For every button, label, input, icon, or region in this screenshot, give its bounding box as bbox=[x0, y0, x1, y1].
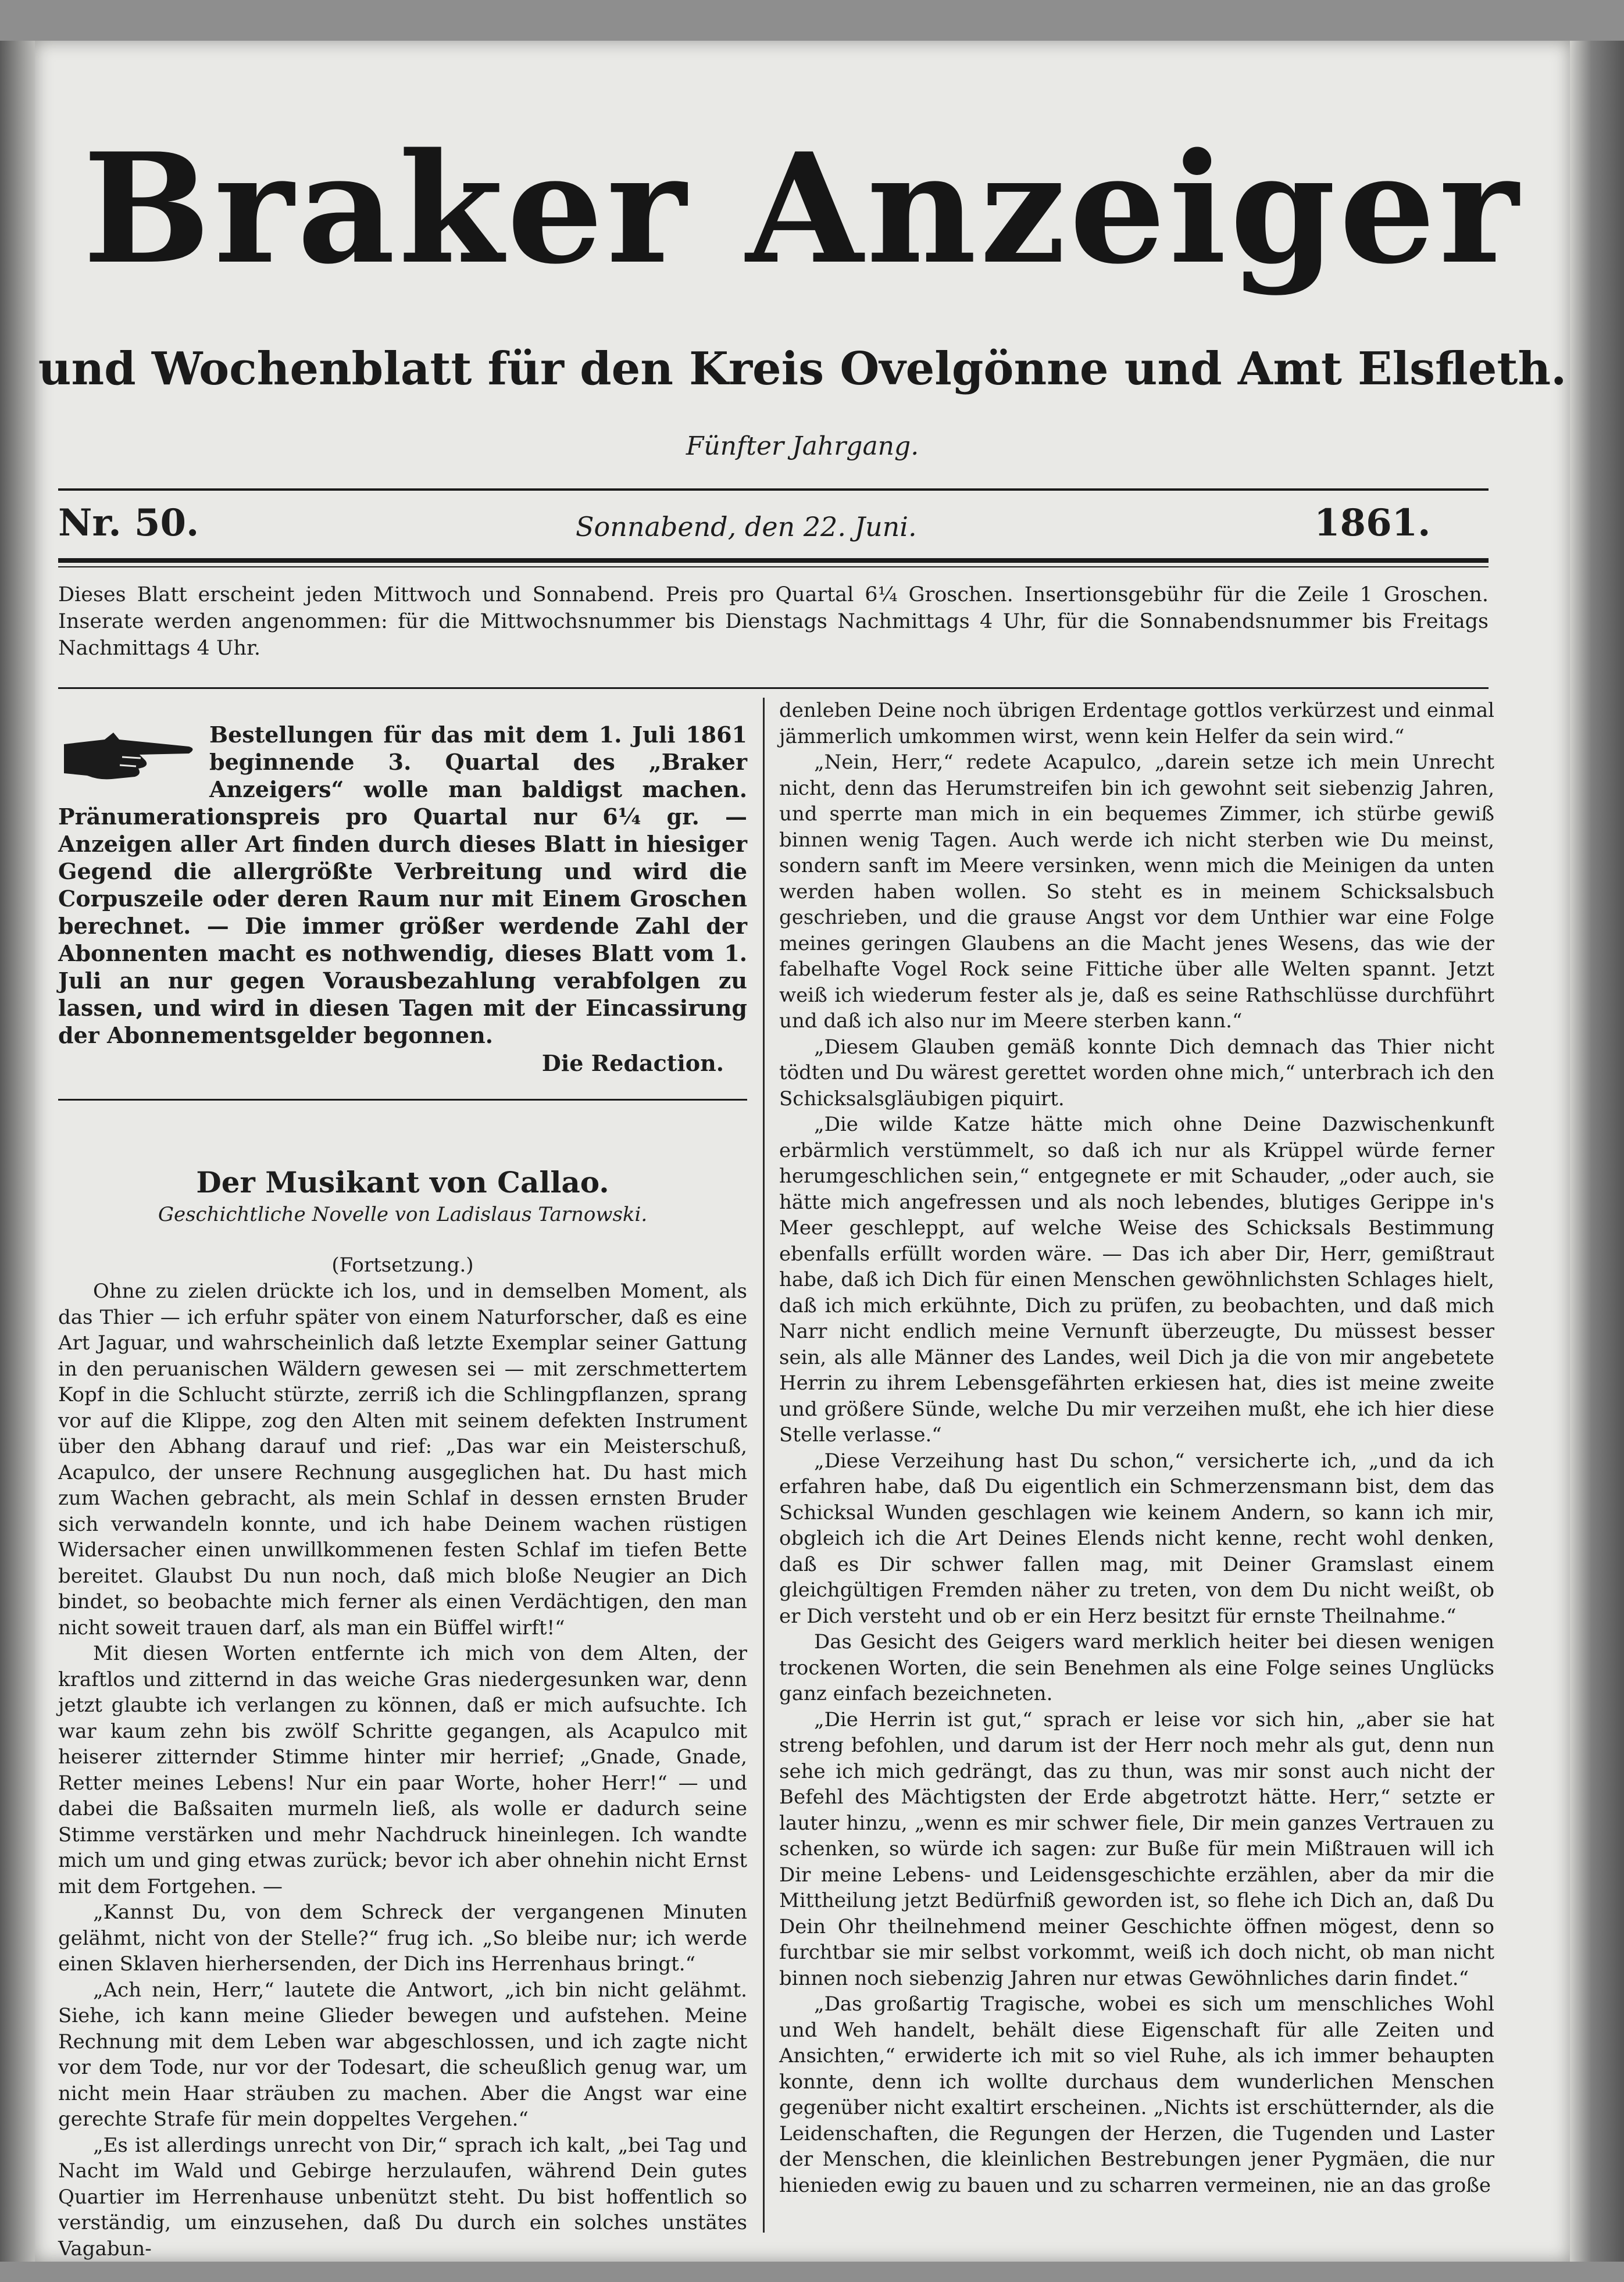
continuation-marker: (Fortsetzung.) bbox=[331, 1254, 474, 1277]
novel-paragraph: „Nein, Herr,“ redete Acapulco, „darein setze ich mein Unrecht nicht, denn das Herumstreifen bin ich gewohnt seit siebenzig Jahren, und sperrte man mich in ein bequemes Zimmer, ich stürbe gewiß binnen wenig Tagen. Auch werde ich nicht sterben wie Du meinst, sondern sanft im Meere versinken, wenn mich die Meinigen da unten werden haben wollen. So steht es in meinem Schicksalsbuch geschrieben, und die grause Angst vor dem Unthier war eine Folge meines geringen Glaubens an die Macht jenes Wesens, das wie der fabelhafte Vogel Rock seine Fittiche über alle Welten spannt. Jetzt weiß ich wiederum fester als je, daß es seine Rathschlüsse durchführt und daß ich also nur im Meere sterben kann.“ bbox=[779, 751, 1494, 1033]
issue-number: Nr. 50. bbox=[58, 501, 199, 545]
newspaper-page bbox=[35, 41, 1570, 2262]
issue-year: 1861. bbox=[1314, 501, 1431, 545]
novel-paragraph: denleben Deine noch übrigen Erdentage gottlos verkürzest und einmal jämmerlich umkommen wirst, wenn kein Helfer da sein wird.“ bbox=[779, 699, 1494, 748]
novel-paragraph: Das Gesicht des Geigers ward merklich heiter bei diesen wenigen trockenen Worten, die sein Benehmen als eine Folge seines Unglücks ganz einfach bezeichneten. bbox=[779, 1630, 1494, 1705]
masthead-subtitle: und Wochenblatt für den Kreis Ovelgönne und Amt Elsfleth. bbox=[38, 342, 1567, 395]
subscription-notice bbox=[58, 698, 747, 1078]
novel-paragraph: „Die wilde Katze hätte mich ohne Deine Dazwischenkunft erbärmlich verstümmelt, so daß ich nur als Krüppel würde ferner herumgeschlichen sein,“ entgegnete er mit Schauder, „oder auch, sie hätte mich angefressen und als noch lebendes, blutiges Gerippe in's Meer geschleppt, auf welche Weise des Schicksals Bestimmung ebenfalls erfüllt worden wäre. — Das ich aber Dir, Herr, gemißtraut habe, daß ich Dich für einen Menschen gewöhnlichsten Schlages hielt, daß ich mich erkühnte, Dich zu prüfen, zu beobachten, und daß mich Narr nicht endlich meine Vernunft überzeugte, Du müssest besser sein, als alle Männer des Landes, weil Dich ja die von mir angebetete Herrin zu ihrem Lebensgefährten erkiesen hat, dies ist meine zweite und größere Sünde, welche Du mir verzeihen mußt, ehe ich hier diese Stelle verlasse.“ bbox=[779, 1113, 1494, 1447]
novel-paragraph: Mit diesen Worten entfernte ich mich von dem Alten, der kraftlos und zitternd in das weiche Gras niedergesunken war, denn jetzt glaubte ich verlangen zu können, daß er mich aufsuchte. Ich war kaum zehn bis zwölf Schritte gegangen, als Acapulco mit heiserer zitternder Stimme hinter mir herrief; „Gnade, Gnade, Retter meines Lebens! Nur ein paar Worte, hoher Herr!“ — und dabei die Baßsaiten murmeln ließ, als wolle er dadurch seine Stimme verstärken und mehr Nachdruck hineinlegen. Ich wandte mich um und ging etwas zurück; bevor ich aber ohnehin nicht Ernst mit dem Fortgehen. — bbox=[58, 1642, 747, 1898]
right-column bbox=[779, 698, 1494, 2233]
article-separator bbox=[58, 1099, 747, 1101]
novel-paragraph: Ohne zu zielen drückte ich los, und in demselben Moment, als das Thier — ich erfuhr später von einem Naturforscher, daß es eine Art Jaguar, und wahrscheinlich daß letzte Exemplar seiner Gattung in den peruanischen Wäldern gewesen sei — mit zerschmettertem Kopf in die Schlucht stürzte, zerriß ich die Schlingpflanzen, sprang vor auf die Klippe, zog den Alten mit seinem defekten Instrument über den Abhang darauf und rief: „Das war ein Meisterschuß, Acapulco, der unsere Rechnung ausgeglichen hat. Du hast mich zum Wachen gebracht, als mein Schlaf in dessen ernsten Bruder sich verwandeln konnte, und ich habe Deinem wachen rüstigen Widersacher einen unwillkommenen festen Schlaf im tiefen Bette bereitet. Glaubst Du nun noch, daß mich bloße Neugier an Dich bindet, so beobachte mich ferner als einen Verdächtigen, den man nicht soweit trauen darf, als man ein Büffel wirft!“ bbox=[58, 1280, 747, 1640]
issue-rule-thick bbox=[58, 558, 1489, 563]
left-column bbox=[58, 698, 747, 2260]
novel-paragraph: „Ach nein, Herr,“ lautete die Antwort, „ich bin nicht gelähmt. Siehe, ich kann meine Glieder bewegen und aufstehen. Meine Rechnung mit dem Leben war abgeschlossen, und ich zagte nicht vor dem Tode, nur vor der Todesart, die scheußlich genug war, um nicht mein Haar sträuben zu machen. Aber die Angst war eine gerechte Strafe für mein doppeltes Vergehen.“ bbox=[58, 1978, 747, 2131]
page-stack-edge bbox=[1570, 41, 1624, 2262]
masthead-title: Braker Anzeiger bbox=[83, 120, 1522, 298]
novel-paragraph: „Diese Verzeihung hast Du schon,“ versicherte ich, „und da ich erfahren habe, daß Du eigentlich ein Schmerzensmann bist, dem das Schicksal Wunden geschlagen wie keinem Andern, so kann ich mir, obgleich ich die Art Deines Elends nicht kenne, recht wohl denken, daß es Dir schwer fallen mag, mit Deiner Gramslast einem gleichgültigen Fremden näher zu treten, von dem Du nicht weißt, ob er Dich versteht und ob er ein Herz besitzt für ernste Theilnahme.“ bbox=[779, 1449, 1494, 1628]
novel-title: Der Musikant von Callao. bbox=[196, 1165, 609, 1199]
novel-paragraph: „Es ist allerdings unrecht von Dir,“ sprach ich kalt, „bei Tag und Nacht im Wald und Gebirge herzulaufen, während Dein gutes Quartier im Herrenhause unbenützt steht. Du bist hoffentlich so verständig, um einzusehen, daß Du durch ein solches unstätes Vagabun- bbox=[58, 2133, 747, 2260]
novel-paragraph: „Diesem Glauben gemäß konnte Dich demnach das Thier nicht tödten und Du wärest gerettet worden ohne mich,“ unterbrach ich den Schicksalsgläubigen piquirt. bbox=[779, 1035, 1494, 1110]
novel-byline: Geschichtliche Novelle von Ladislaus Tarnowski. bbox=[158, 1203, 648, 1226]
column-divider bbox=[763, 698, 765, 2233]
publication-notice: Dieses Blatt erscheint jeden Mittwoch und Sonnabend. Preis pro Quartal 6¼ Groschen. Insertionsgebühr für die Zeile 1 Groschen. Inserate werden angenommen: für die Mittwochsnummer bis Dienstags Nachmittags 4 Uhr, für die Sonnabendsnummer bis Freitags Nachmittags 4 Uhr. bbox=[58, 583, 1489, 660]
novel-paragraph: „Das großartig Tragische, wobei es sich um menschliches Wohl und Weh handelt, behält diese Eigenschaft für alle Zeiten und Ansichten,“ erwiderte ich mit so viel Ruhe, als ich immer behaupten konnte, denn ich wollte durchaus dem wunderlichen Menschen gegenüber nicht exaltirt erscheinen. „Nichts ist erschütternder, als die Leidenschaften, die Regungen der Herzen, die Tugenden und Laster der Menschen, die kleinlichen Bestrebungen jener Pygmäen, die nur hienieden ewig zu bauen und zu scharren vermeinen, nie an das große bbox=[779, 1992, 1494, 2197]
issue-date: Sonnabend, den 22. Juni. bbox=[576, 511, 917, 542]
notice-rule bbox=[58, 687, 1489, 689]
novel-paragraph: „Die Herrin ist gut,“ sprach er leise vor sich hin, „aber sie hat streng befohlen, und darum ist der Herr noch mehr als gut, denn nun sehe ich mich gedrängt, das zu thun, was mir sonst auch nicht der Befehl des Mächtigsten der Erde abgetrotzt hätte. Herr,“ setzte er lauter hinzu, „wenn es mir schwer fiele, Dir mein ganzes Vertrauen zu schenken, so würde ich sagen: zur Buße für mein Mißtrauen will ich Dir meine Lebens- und Leidensgeschichte erzählen, aber da mir die Mittheilung jetzt Bedürfniß geworden ist, so flehe ich Dich an, daß Du Dein Ohr theilnehmend meiner Geschichte öffnen mögest, denn so furchtbar sie mir selbst vorkommt, weiß ich doch nicht, ob man nicht binnen noch siebenzig Jahren nur etwas Gewöhnliches darin findet.“ bbox=[779, 1708, 1494, 1990]
novel-paragraph: „Kannst Du, von dem Schreck der vergangenen Minuten gelähmt, nicht von der Stelle?“ frug ich. „So bleibe nur; ich werde einen Sklaven hierhersenden, der Dich ins Herrenhaus bringt.“ bbox=[58, 1901, 747, 1976]
masthead-rule bbox=[58, 488, 1489, 491]
edition-line: Fünfter Jahrgang. bbox=[686, 431, 919, 461]
pointing-hand-icon bbox=[58, 727, 198, 785]
issue-rule-thin bbox=[58, 566, 1489, 567]
editor-signature: Die Redaction. bbox=[541, 1050, 724, 1076]
book-binding-shadow bbox=[0, 41, 35, 2262]
subscription-text: Bestellungen für das mit dem 1. Juli 1861 beginnende 3. Quartal des „Braker Anzeigers“ wolle man baldigst machen. Pränumerationspreis pro Quartal nur 6¼ gr. — Anzeigen aller Art finden durch dieses Blatt in hiesiger Gegend die allergrößte Verbreitung und wird die Corpuszeile oder deren Raum nur mit Einem Groschen berechnet. — Die immer größer werdende Zahl der Abonnenten macht es nothwendig, dieses Blatt vom 1. Juli an nur gegen Vorausbezahlung verabfolgen zu lassen, und wird in diesen Tagen mit der Eincassirung der Abonnementsgelder begonnen. bbox=[58, 722, 747, 1048]
